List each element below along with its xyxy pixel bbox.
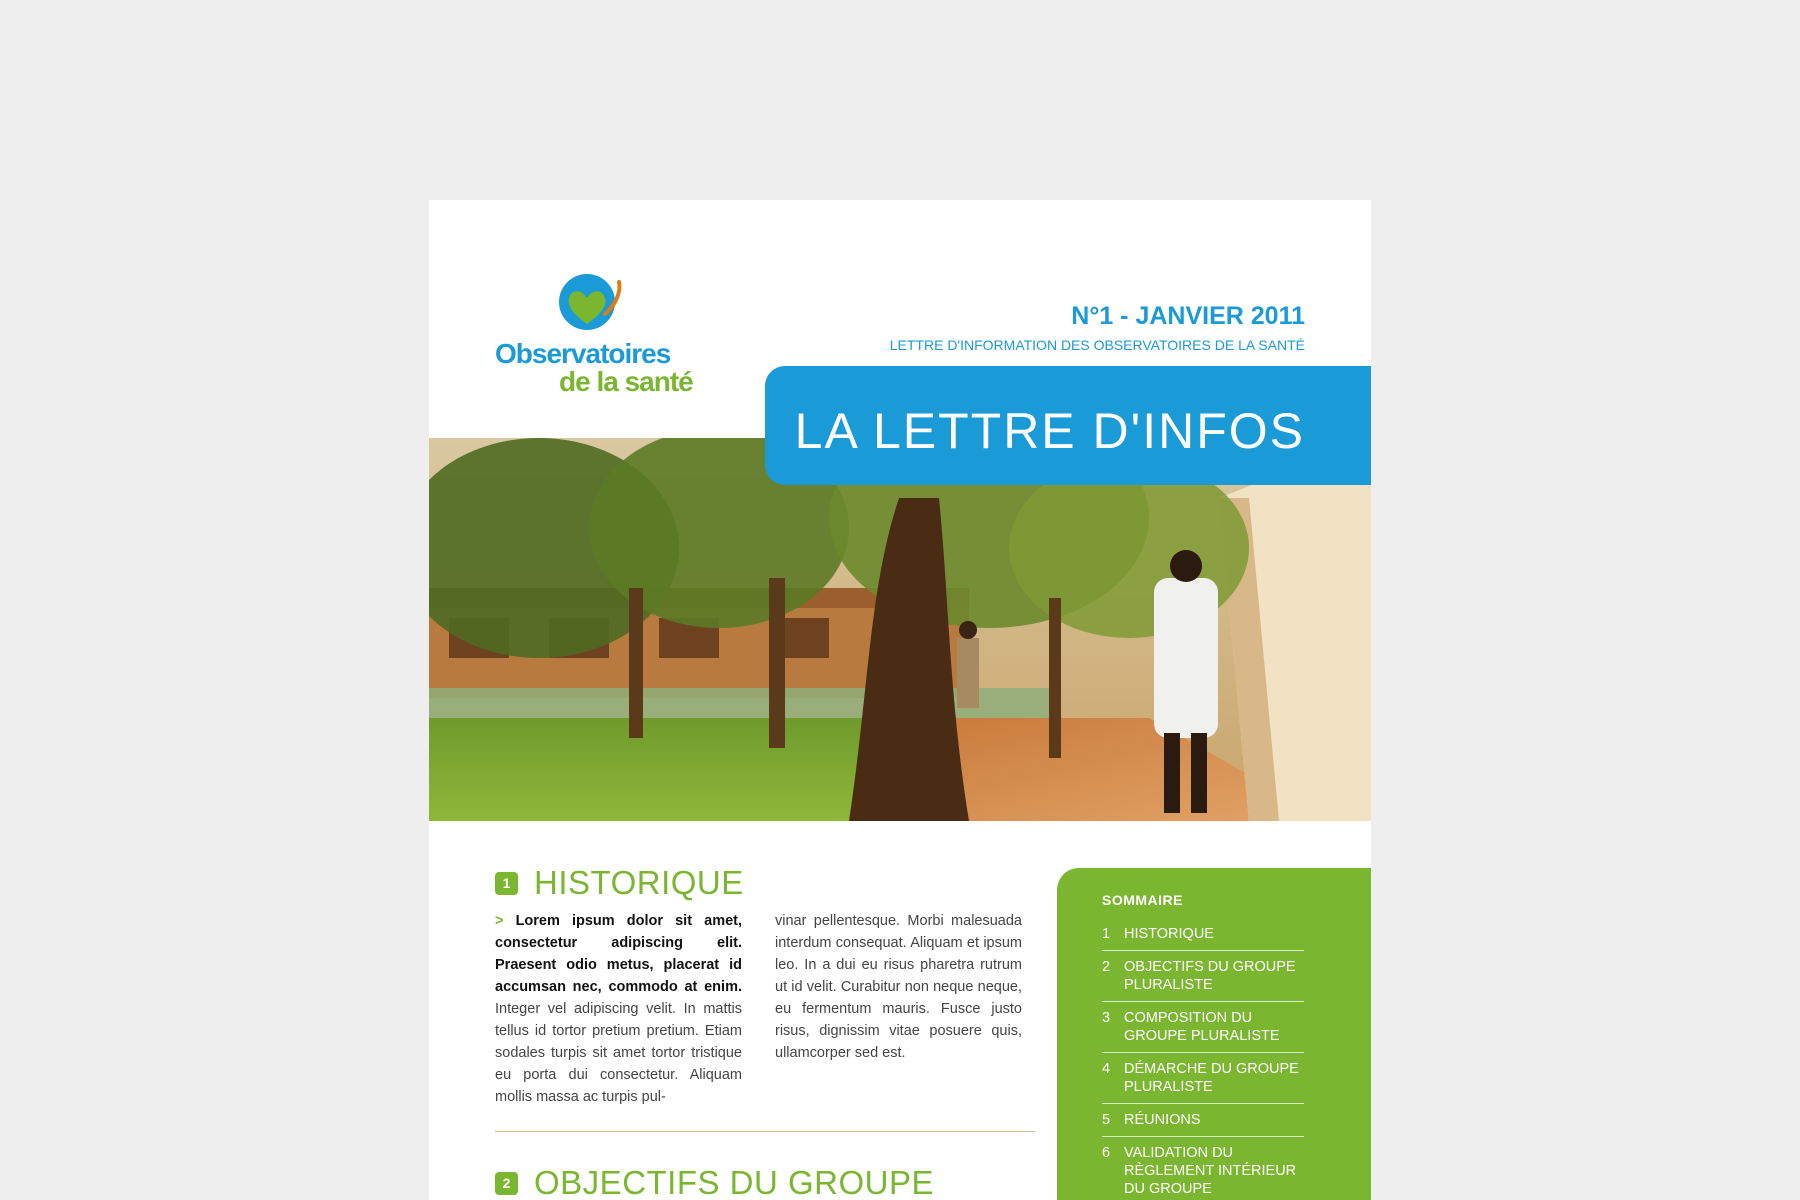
heart-logo-icon (555, 270, 627, 340)
sommaire-title: SOMMAIRE (1102, 892, 1183, 908)
newsletter-page (429, 200, 1371, 1200)
photo-courtyard-icon (429, 438, 1371, 821)
newsletter-subtitle: LETTRE D'INFORMATION DES OBSERVATOIRES DE LA SANTÉ (889, 337, 1305, 353)
toc-number: 1 (1102, 926, 1111, 942)
section-divider (495, 1131, 1035, 1132)
section-title-objectifs (495, 1164, 934, 1200)
toc-item[interactable] (1102, 1002, 1304, 1053)
toc-number: 3 (1102, 1010, 1111, 1026)
article-lead: Lorem ipsum dolor sit amet, consectetur adipiscing elit. Praesent odio metus, placerat id accumsan nec, commodo at enim. (495, 913, 743, 995)
toc-item[interactable] (1102, 951, 1304, 1002)
toc-number: 2 (1102, 959, 1111, 975)
toc-label: VALIDATION DU RÈGLEMENT INTÉRIEUR DU GROUPE (1124, 1145, 1297, 1197)
logo (495, 270, 705, 397)
article-body-2: vinar pellentesque. Morbi malesuada interdum consequat. Aliquam et ipsum leo. In a dui eu risus pharetra rutrum ut id velit. Curabitur non neque neque, eu fermentum mauris. Fusce justo risus, dignissim vitae posuere quis, ullamcorper sed est. (775, 913, 1022, 1061)
logo-text-de-la-sante: de la santé (559, 366, 693, 397)
toc-number: 5 (1102, 1112, 1111, 1128)
lead-marker: > (495, 913, 504, 929)
toc-label: DÉMARCHE DU GROUPE PLURALISTE (1124, 1061, 1299, 1095)
article-body-1: Integer vel adipiscing velit. In mattis tellus id tortor pretium pretium. Etiam sodales turpis sit amet tortor tristique eu porta dui consectetur. Aliquam mollis massa ac turpis pul- (495, 1001, 742, 1105)
toc-item[interactable] (1102, 918, 1304, 951)
toc-item[interactable] (1102, 1137, 1304, 1200)
logo-text-observatoires: Observatoires (495, 338, 671, 369)
section-number-badge: 1 (495, 872, 518, 895)
toc-label: RÉUNIONS (1124, 1112, 1201, 1128)
table-of-contents (1102, 918, 1304, 1200)
banner-title: LA LETTRE D'INFOS (794, 403, 1305, 459)
sommaire-panel (1057, 868, 1371, 1200)
toc-item[interactable] (1102, 1053, 1304, 1104)
toc-number: 6 (1102, 1145, 1111, 1161)
toc-item[interactable] (1102, 1104, 1304, 1137)
article-column-2 (775, 910, 1022, 1064)
section-title-label: HISTORIQUE (534, 864, 744, 901)
toc-label: OBJECTIFS DU GROUPE PLURALISTE (1124, 959, 1296, 993)
toc-label: HISTORIQUE (1124, 926, 1214, 942)
section-title-label: OBJECTIFS DU GROUPE (534, 1164, 935, 1200)
toc-number: 4 (1102, 1061, 1111, 1077)
issue-number: N°1 - JANVIER 2011 (1071, 302, 1305, 330)
section-number-badge: 2 (495, 1172, 518, 1195)
toc-label: COMPOSITION DU GROUPE PLURALISTE (1124, 1010, 1280, 1044)
article-column-1 (495, 910, 742, 1108)
section-title-historique (495, 864, 744, 902)
title-banner (765, 366, 1371, 485)
cover-photo (429, 438, 1371, 821)
